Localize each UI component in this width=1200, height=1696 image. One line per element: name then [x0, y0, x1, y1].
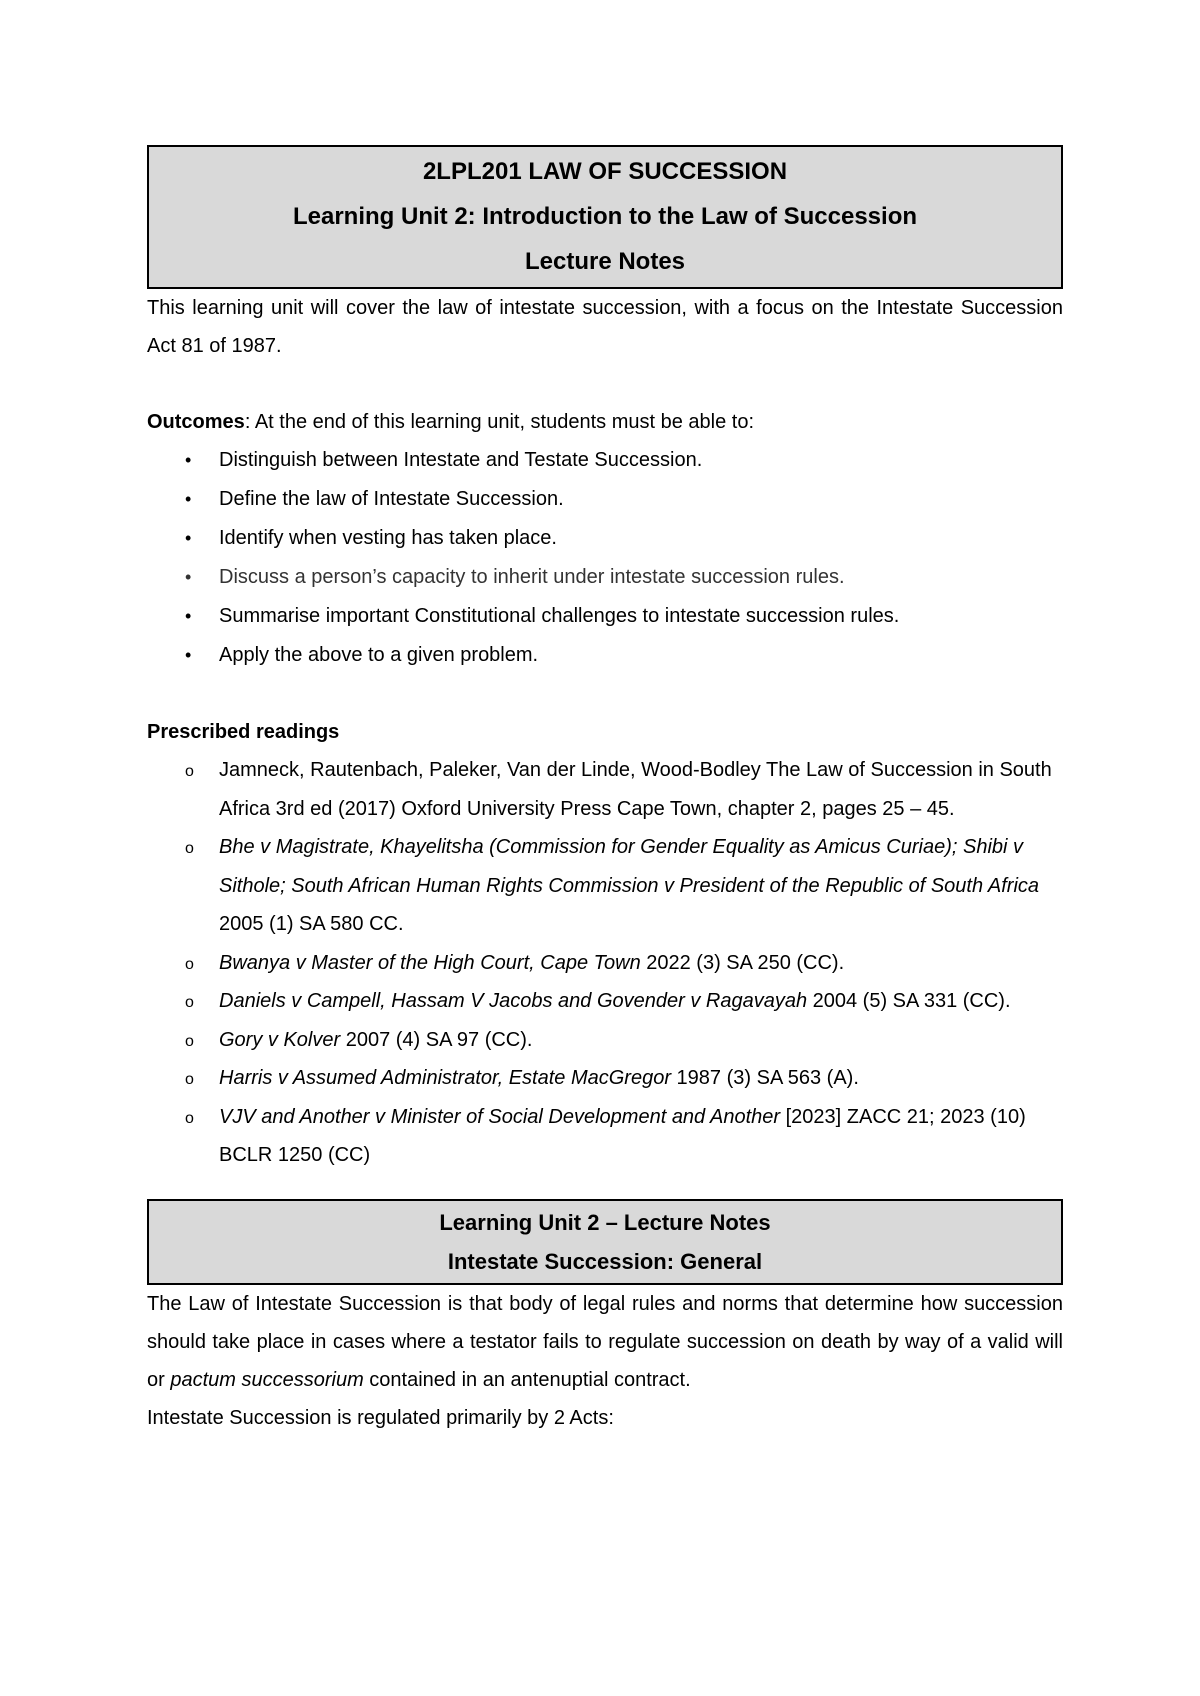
bullet-icon: •	[185, 489, 192, 509]
list-item: o Jamneck, Rautenbach, Paleker, Van der Linde, Wood-Bodley The Law of Succession in South Africa 3rd ed (2017) Oxford University Press Cape Town, chapter 2, pages 25 – 45.	[147, 751, 1063, 828]
bullet-icon: •	[185, 528, 192, 548]
outcomes-label: Outcomes	[147, 411, 245, 433]
outcomes-intro	[147, 403, 1063, 441]
lecture-notes-title: Lecture Notes	[524, 248, 686, 275]
list-item: • Distinguish between Intestate and Testate Succession.	[147, 441, 1063, 480]
readings-heading: Prescribed readings	[147, 721, 340, 743]
bullet-icon: o	[185, 955, 194, 973]
bullet-icon: •	[185, 567, 192, 587]
outcomes-list	[147, 441, 1063, 675]
bullet-icon: •	[185, 606, 192, 626]
section-title: Learning Unit 2 – Lecture Notes	[439, 1209, 771, 1235]
list-item: o Gory v Kolver 2007 (4) SA 97 (CC).	[147, 1021, 1063, 1060]
outcomes-lead: : At the end of this learning unit, students must be able to:	[244, 411, 755, 433]
bullet-icon: o	[185, 994, 194, 1011]
bullet-icon: o	[185, 1109, 194, 1127]
course-title: 2LPL201 LAW OF SUCCESSION	[422, 158, 788, 185]
list-item: • Define the law of Intestate Succession.	[147, 480, 1063, 519]
bullet-icon: o	[185, 1032, 194, 1050]
list-item: o VJV and Another v Minister of Social Development and Another [2023] ZACC 21; 2023 (10) BCLR 1250 (CC)	[147, 1098, 1063, 1175]
bullet-icon: •	[185, 450, 192, 470]
list-item: • Identify when vesting has taken place.	[147, 519, 1063, 558]
list-item: o Bhe v Magistrate, Khayelitsha (Commission for Gender Equality as Amicus Curiae); Shibi v Sithole; South African Human Rights Commission v President of the Republic of South Africa 2005 (1) SA 580 CC.	[147, 828, 1063, 944]
list-item: • Apply the above to a given problem.	[147, 636, 1063, 675]
list-item: o Harris v Assumed Administrator, Estate MacGregor 1987 (3) SA 563 (A).	[147, 1059, 1063, 1098]
list-item: o Bwanya v Master of the High Court, Cape Town 2022 (3) SA 250 (CC).	[147, 944, 1063, 983]
document-page	[147, 145, 1063, 1437]
section-title-box	[147, 1199, 1063, 1285]
list-item: • Summarise important Constitutional challenges to intestate succession rules.	[147, 597, 1063, 636]
bullet-icon: o	[185, 763, 194, 780]
bullet-icon: •	[185, 645, 192, 665]
body-paragraph: The Law of Intestate Succession is that body of legal rules and norms that determine how succession should take place in cases where a testator fails to regulate succession on death by way of a valid will or pactum successorium contained in an antenuptial contract.	[147, 1292, 1063, 1391]
section-subtitle: Intestate Succession: General	[447, 1248, 763, 1274]
bullet-icon: o	[185, 840, 194, 857]
readings-list	[147, 751, 1063, 1175]
bullet-icon: o	[185, 1071, 194, 1088]
unit-title: Learning Unit 2: Introduction to the Law of Succession	[292, 203, 918, 230]
intro-paragraph: This learning unit will cover the law of intestate succession, with a focus on the Intestate Succession Act 81 of 1987.	[147, 297, 1063, 357]
list-item: o Daniels v Campell, Hassam V Jacobs and Govender v Ragavayah 2004 (5) SA 331 (CC).	[147, 982, 1063, 1021]
body-paragraph-2: Intestate Succession is regulated primarily by 2 Acts:	[147, 1406, 614, 1429]
title-box	[147, 145, 1063, 289]
list-item: • Discuss a person’s capacity to inherit under intestate succession rules.	[147, 558, 1063, 597]
